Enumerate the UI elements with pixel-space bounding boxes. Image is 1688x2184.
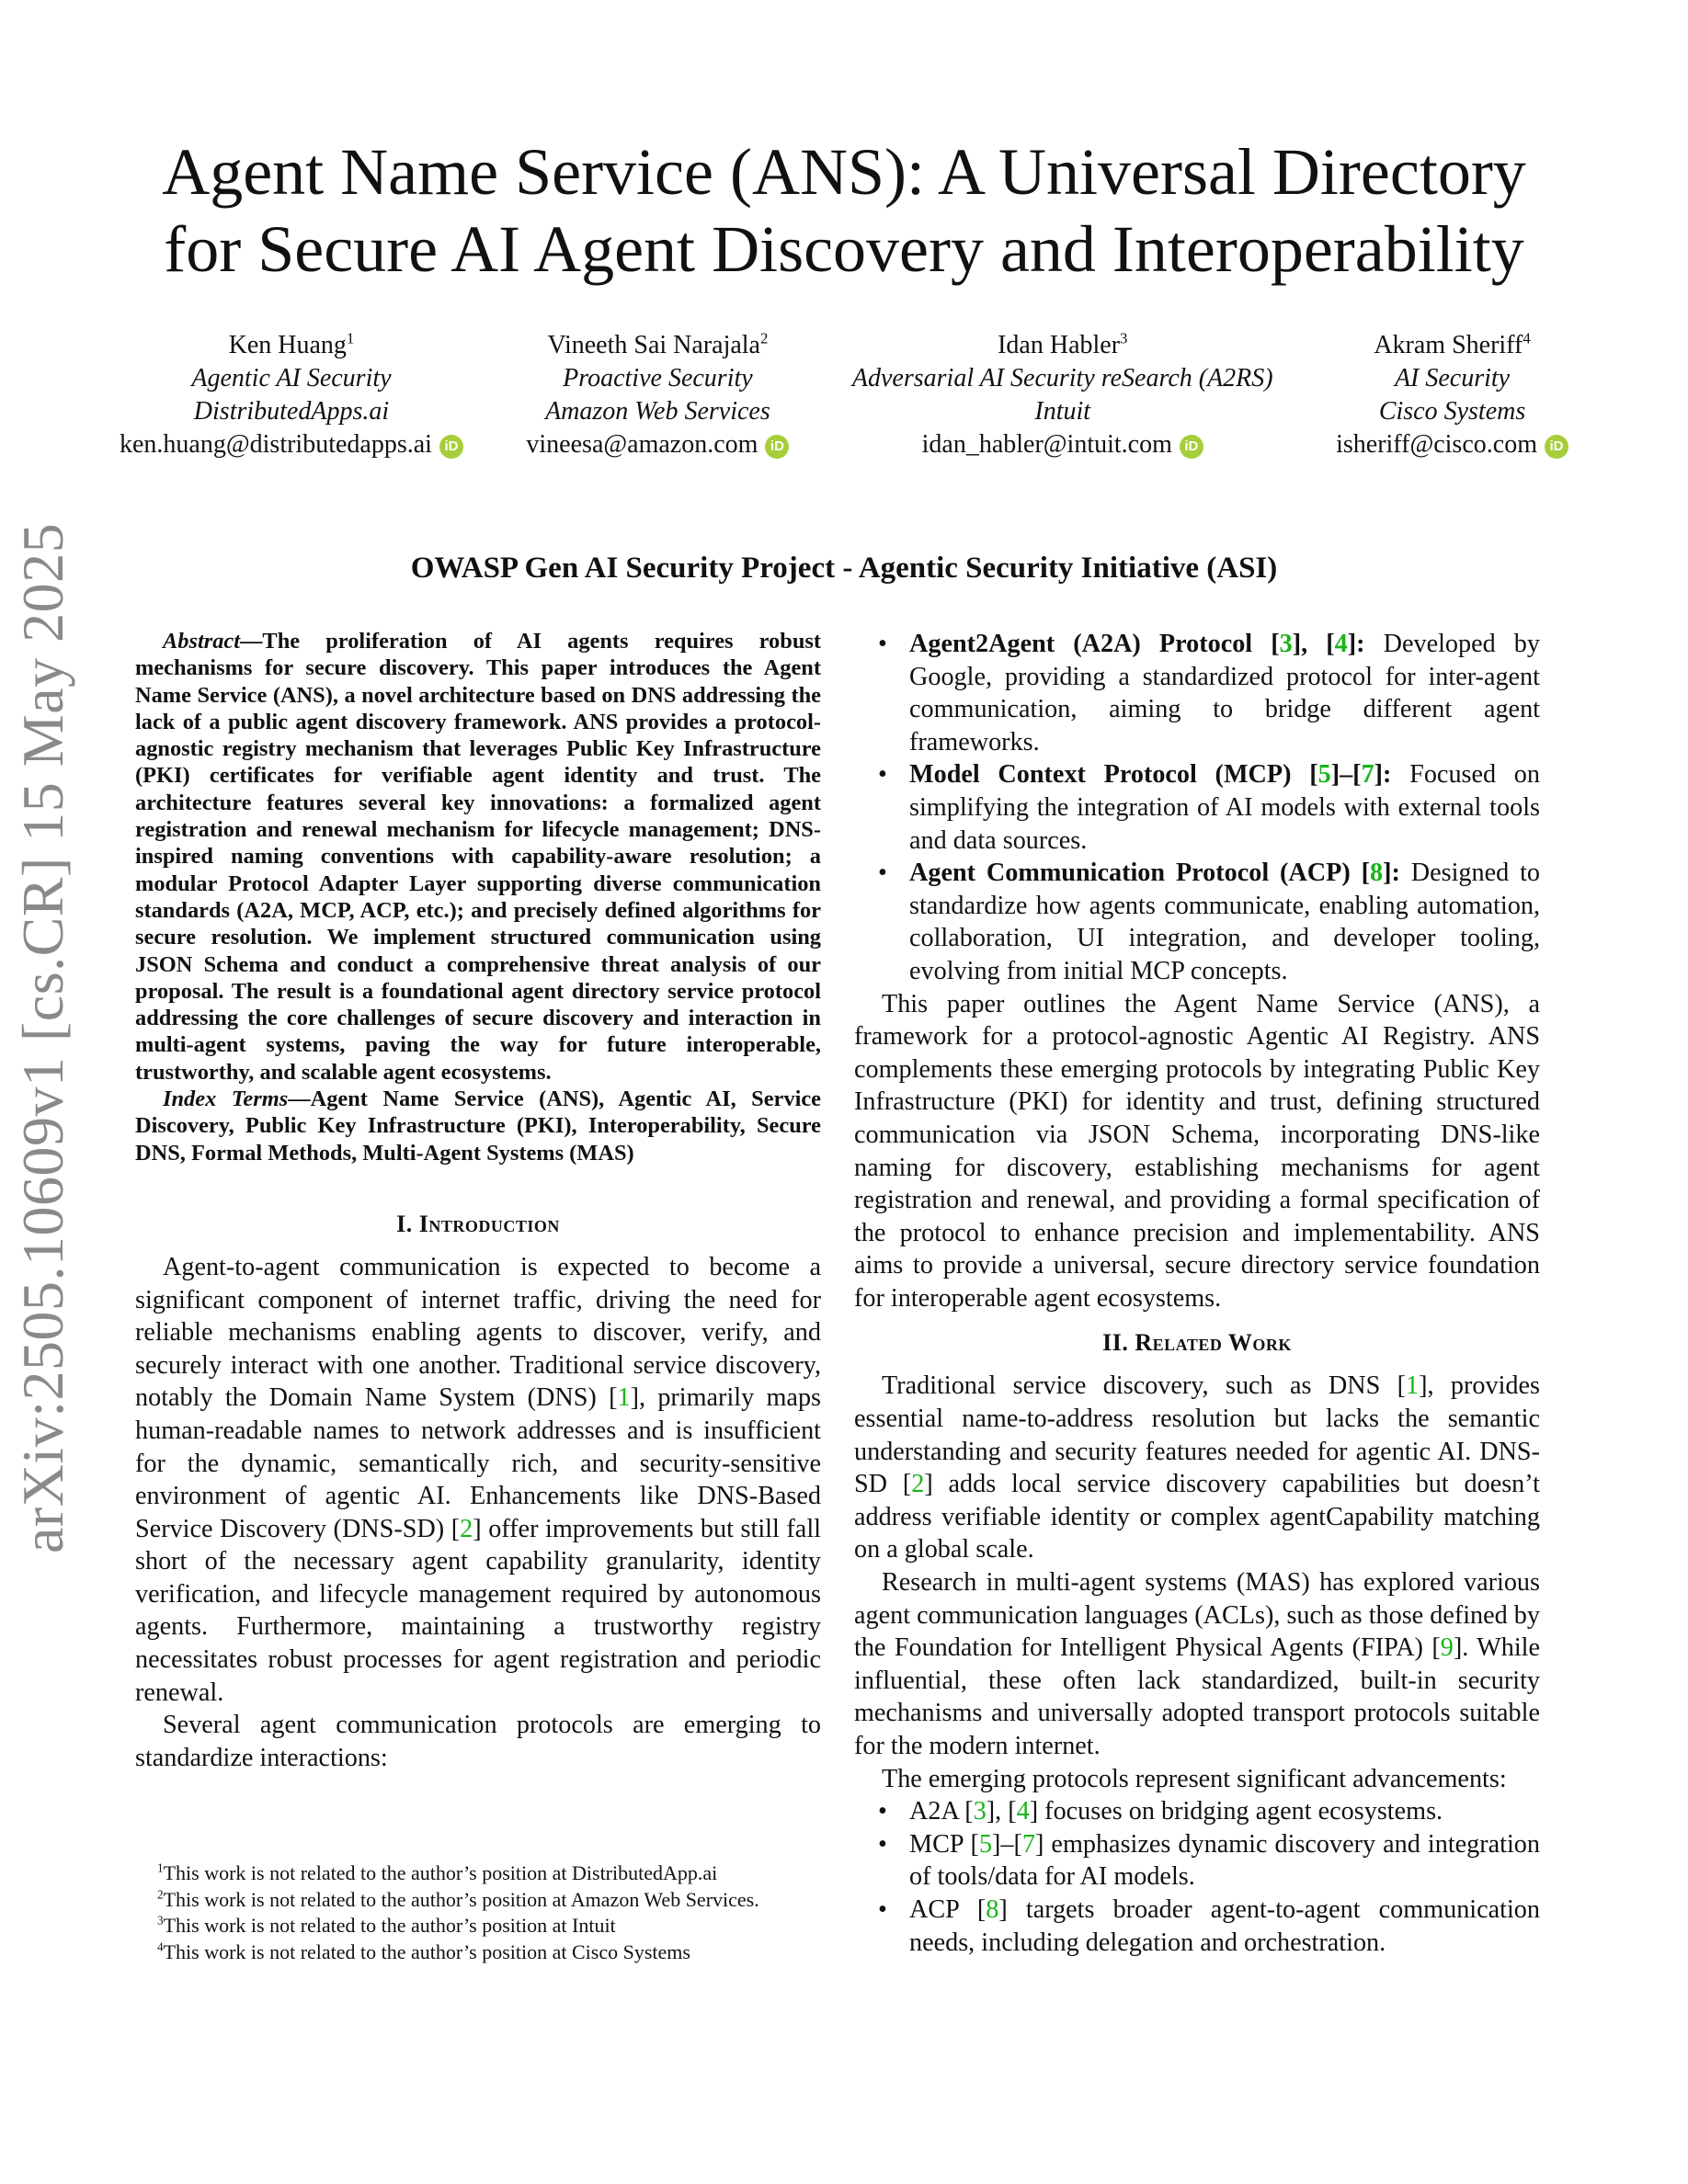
author-name: Akram Sheriff$^4$	[1374, 329, 1531, 359]
list-item: • MCP [5]–[7] emphasizes dynamic discovery and integration of tools/data for AI models.	[854, 1828, 1540, 1894]
related-paragraph-2: Research in multi-agent systems (MAS) has explored various agent communication languages (ACLs), such as those defined by the Foundation for Intelligent Physical Agents (FIPA) [9]. While influential, these often lack standardized, built-in security mechanisms and universally adopted transport protocols suitable for the modern internet.	[854, 1568, 1540, 1760]
author-organization: Intuit	[1034, 397, 1091, 426]
footnotes	[135, 1860, 821, 1965]
footnote: $^2$This work is not related to the author’s position at Amazon Web Services.	[157, 1887, 759, 1911]
author-email[interactable]: idan_habler@intuit.com	[921, 430, 1172, 459]
author-block	[852, 329, 1273, 461]
orcid-icon[interactable]: iD	[439, 435, 463, 459]
citation-link[interactable]: 3	[973, 1797, 987, 1826]
paper-title	[120, 133, 1568, 288]
citation-link[interactable]: 2	[911, 1470, 925, 1499]
author-name: Idan Habler$^3$	[998, 329, 1128, 359]
list-item: • ACP [8] targets broader agent-to-agent communication needs, including delegation and orchestration.	[854, 1894, 1540, 1959]
title-line-2: for Secure AI Agent Discovery and Interoperability	[164, 212, 1524, 286]
author-block	[1336, 329, 1568, 461]
author-name: Vineeth Sai Narajala$^2$	[547, 329, 769, 359]
left-column	[135, 628, 821, 1774]
author-name: Ken Huang$^1$	[228, 329, 355, 359]
index-terms-text: —Agent Name Service (ANS), Agentic AI, Service Discovery, Public Key Infrastructure (PKI), Interoperability, Secure DNS, Formal Methods, Multi-Agent Systems (MAS)	[135, 1086, 821, 1166]
author-block	[120, 329, 463, 461]
outline-paragraph: This paper outlines the Agent Name Service (ANS), a framework for a protocol-agnostic Agentic AI Registry. ANS complements these emerging protocols by integrating Public Key Infrastructure (PKI) for identity and trust, defining structured communication via JSON Schema, incorporating DNS-like naming for discovery, establishing mechanisms for agent registration and renewal, and providing a formal specification of the protocol to enhance precision and implementability. ANS aims to provide a universal, secure directory service foundation for interoperable agent ecosystems.	[854, 989, 1540, 1313]
citation-link[interactable]: 3	[1279, 630, 1293, 658]
related-paragraph-1: Traditional service discovery, such as DNS [1], provides essential name-to-address resolution but lacks the semantic understanding and security features needed for agentic AI. DNS-SD [2] adds local service discovery capabilities but doesn’t address verifiable identity or complex agentCapability matching on a global scale.	[854, 1371, 1541, 1564]
abstract	[135, 628, 821, 1086]
author-organization: Amazon Web Services	[545, 397, 770, 426]
protocol-list	[854, 628, 1540, 988]
author-email-line	[852, 428, 1273, 461]
abstract-label: Abstract	[163, 629, 241, 654]
intro-paragraph-1: Agent-to-agent communication is expected to become a significant component of internet traffic, driving the need for reliable mechanisms enabling agents to discover, verify, and securely interact with one another. Traditional service discovery, notably the Domain Name System (DNS) [1], primarily maps human-readable names to network addresses and is insufficient for the dynamic, semantically rich, and security-sensitive environment of agentic AI. Enhancements like DNS-Based Service Discovery (DNS-SD) [2] offer improvements but still fall short of the necessary agent capability granularity, identity verification, and lifecycle management required by autonomous agents. Furthermore, maintaining a trustworthy registry necessitates robust processes for agent registration and periodic renewal.	[135, 1252, 822, 1707]
author-organization: DistributedApps.ai	[193, 397, 390, 426]
author-department: Agentic AI Security	[191, 364, 392, 392]
intro-paragraph-2: Several agent communication protocols are emerging to standardize interactions:	[135, 1711, 821, 1772]
citation-link[interactable]: 5	[1317, 760, 1331, 790]
project-heading: OWASP Gen AI Security Project - Agentic Security Initiative (ASI)	[410, 552, 1278, 585]
list-item: • Agent Communication Protocol (ACP) [8]: Designed to standardize how agents communicate, enabling automation, collaboration, UI integration, and developer tooling, evolving from initial MCP concepts.	[854, 857, 1540, 987]
index-terms-label: Index Terms	[163, 1086, 289, 1112]
author-email-line	[120, 428, 463, 461]
author-block	[526, 329, 789, 461]
related-paragraph-3: The emerging protocols represent significant advancements:	[882, 1764, 1507, 1793]
citation-link[interactable]: 4	[1334, 630, 1348, 658]
author-organization: Cisco Systems	[1378, 397, 1526, 426]
citation-link[interactable]: 7	[1361, 760, 1374, 790]
author-list	[120, 329, 1568, 461]
citation-link[interactable]: 7	[1021, 1829, 1035, 1859]
author-email[interactable]: ken.huang@distributedapps.ai	[120, 430, 432, 459]
citation-link[interactable]: 9	[1440, 1633, 1454, 1663]
orcid-icon[interactable]: iD	[1180, 435, 1203, 459]
footnote: $^4$This work is not related to the author’s position at Cisco Systems	[157, 1939, 690, 1963]
author-department: AI Security	[1394, 364, 1511, 392]
orcid-icon[interactable]: iD	[765, 435, 789, 459]
right-column	[854, 628, 1540, 1959]
section-heading-introduction: I. Introduction	[396, 1210, 560, 1237]
orcid-icon[interactable]: iD	[1545, 435, 1568, 459]
citation-link[interactable]: 8	[1370, 859, 1384, 888]
citation-link[interactable]: 1	[617, 1383, 631, 1413]
advancements-list	[854, 1795, 1540, 1959]
author-email[interactable]: vineesa@amazon.com	[526, 430, 758, 459]
citation-link[interactable]: 1	[1406, 1371, 1420, 1401]
abstract-text: —The proliferation of AI agents requires robust mechanisms for secure discovery. This paper introduces the Agent Name Service (ANS), a novel architecture based on DNS addressing the lack of a public agent discovery framework. ANS provides a protocol-agnostic registry mechanism that leverages Public Key Infrastructure (PKI) certificates for verifiable agent identity and trust. The architecture features several key innovations: a formalized agent registration and renewal mechanism for lifecycle management; DNS-inspired naming conventions with capability-aware resolution; a modular Protocol Adapter Layer supporting diverse communication standards (A2A, MCP, ACP, etc.); and precisely defined algorithms for secure resolution. We implement structured communication using JSON Schema and conduct a comprehensive threat analysis of our proposal. The result is a foundational agent directory service protocol addressing the core challenges of secure discovery and interaction in multi-agent systems, paving the way for future interoperable, trustworthy, and scalable agent ecosystems.	[135, 629, 821, 1085]
list-item: • Agent2Agent (A2A) Protocol [3], [4]: Developed by Google, providing a standardized protocol for inter-agent communication, aiming to bridge different agent frameworks.	[854, 628, 1540, 758]
author-email-line	[526, 428, 789, 461]
footnote: $^3$This work is not related to the author’s position at Intuit	[157, 1913, 616, 1937]
citation-link[interactable]: 4	[1016, 1797, 1030, 1826]
author-department: Adversarial AI Security reSearch (A2RS)	[851, 364, 1273, 392]
author-email[interactable]: isheriff@cisco.com	[1336, 430, 1537, 459]
citation-link[interactable]: 2	[460, 1514, 473, 1543]
list-item: • Model Context Protocol (MCP) [5]–[7]: Focused on simplifying the integration of AI models with external tools and data sources.	[854, 758, 1540, 857]
section-heading-related-work: II. Related Work	[1102, 1329, 1292, 1357]
list-item: • A2A [3], [4] focuses on bridging agent ecosystems.	[854, 1795, 1540, 1828]
author-department: Proactive Security	[563, 364, 753, 392]
footnote: $^1$This work is not related to the author’s position at DistributedApp.ai	[157, 1860, 718, 1884]
title-line-1: Agent Name Service (ANS): A Universal Directory	[162, 135, 1526, 209]
citation-link[interactable]: 8	[986, 1894, 999, 1924]
index-terms	[135, 1086, 821, 1166]
citation-link[interactable]: 5	[978, 1829, 993, 1859]
author-email-line	[1336, 428, 1568, 461]
arxiv-identifier: arXiv:2505.10609v1 [cs.CR] 15 May 2025	[10, 522, 75, 1553]
